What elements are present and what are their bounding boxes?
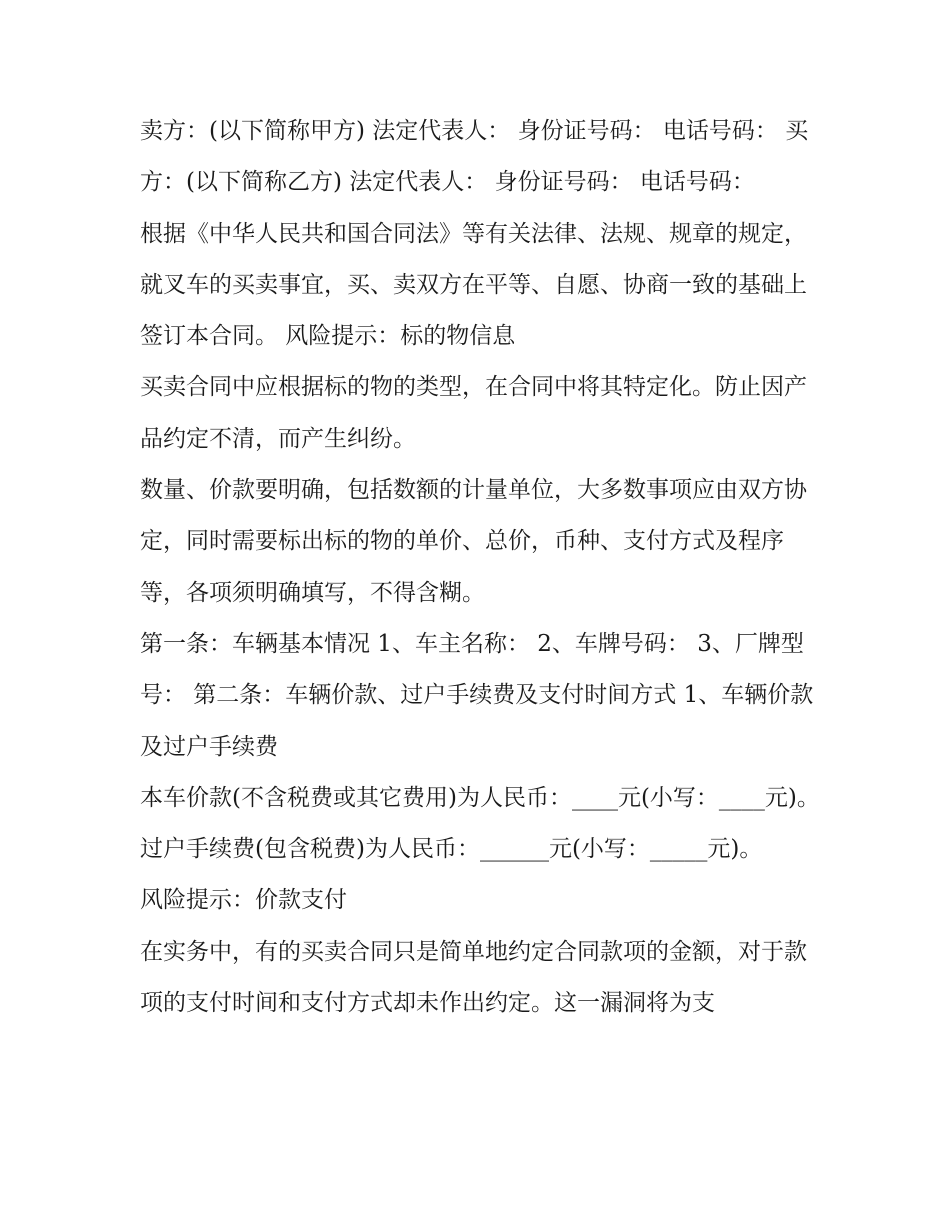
paragraph-risk-payment-heading: 风险提示：价款支付 — [140, 887, 347, 914]
paragraph-subject-matter: 买卖合同中应根据标的物的类型，在合同中将其特定化。防止因产品约定不清，而产生纠纷。 — [140, 374, 807, 452]
paragraph-payment-practice: 在实务中，有的买卖合同只是简单地约定合同款项的金额，对于款项的支付时间和支付方式却未作出约定。这一漏洞将为支 — [140, 938, 807, 1017]
paragraph-parties: 卖方：(以下简称甲方) 法定代表人： 身份证号码： 电话号码： 买方：(以下简称乙方) 法定代表人： 身份证号码： 电话号码： — [140, 118, 809, 196]
paragraph-article-one-two: 第一条：车辆基本情况 1、车主名称： 2、车牌号码： 3、厂牌型号： 第二条：车辆价款、过户手续费及支付时间方式 1、车辆价款及过户手续费 — [140, 630, 814, 760]
document-body — [140, 106, 820, 1029]
paragraph-quantity-price: 数量、价款要明确，包括数额的计量单位，大多数事项应由双方协定，同时需要标出标的物的单价、总价，币种、支付方式及程序等，各项须明确填写，不得含糊。 — [140, 477, 807, 606]
paragraph-vehicle-price: 本车价款(不含税费或其它费用)为人民币：____元(小写：____元)。过户手续费(包含税费)为人民币：______元(小写：_____元)。 — [140, 784, 820, 863]
paragraph-legal-basis: 根据《中华人民共和国合同法》等有关法律、法规、规章的规定，就叉车的买卖事宜，买、卖双方在平等、自愿、协商一致的基础上签订本合同。 风险提示：标的物信息 — [140, 220, 807, 350]
